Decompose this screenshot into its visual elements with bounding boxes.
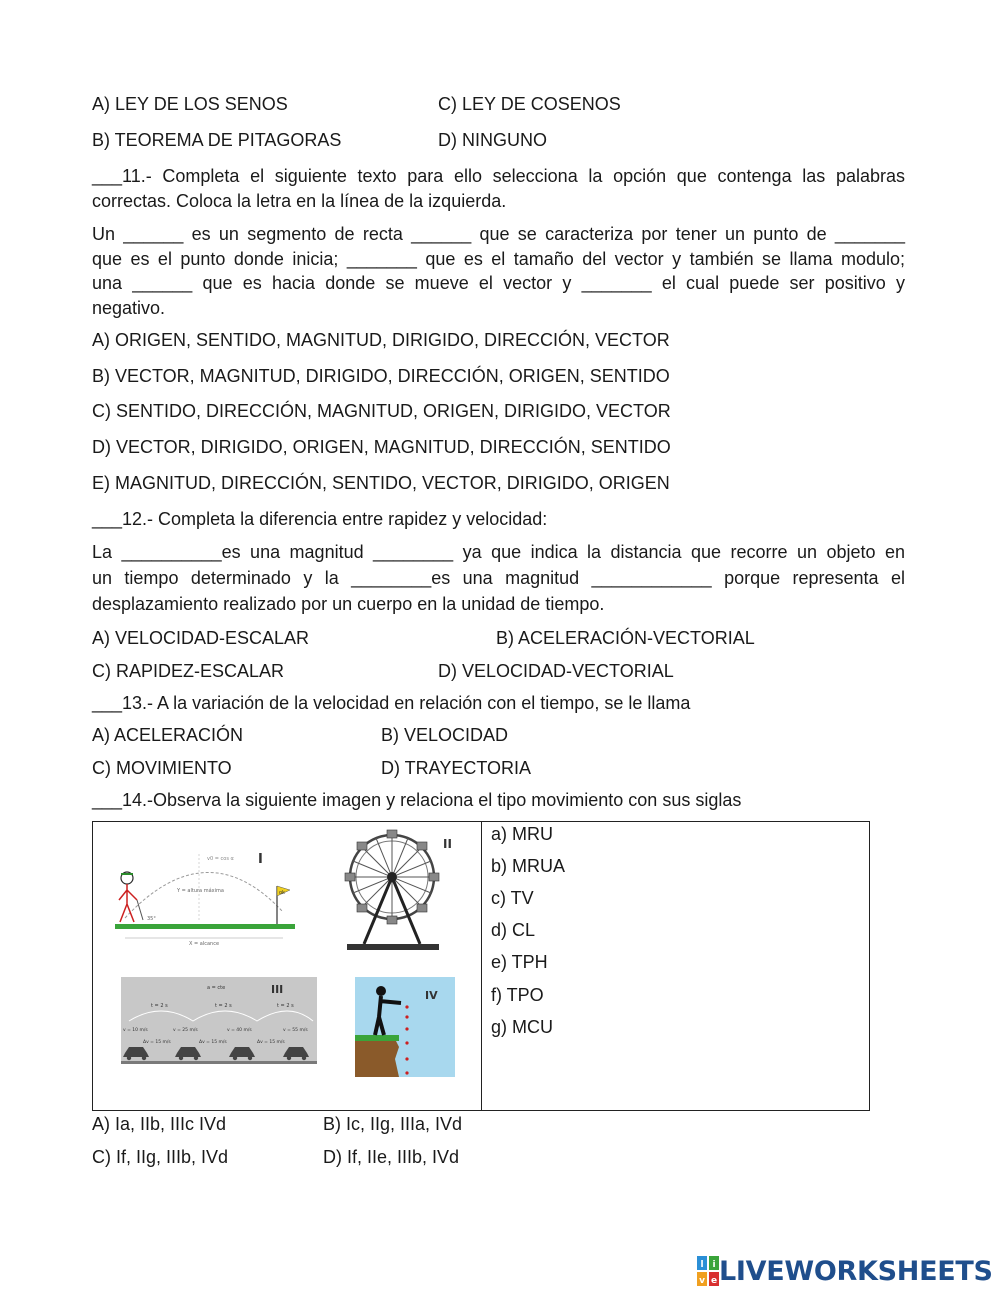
q11-option-e: E) MAGNITUD, DIRECCIÓN, SENTIDO, VECTOR, DIRIGIDO, ORIGEN bbox=[92, 473, 670, 493]
fig3-time-1: t = 2 s bbox=[151, 1003, 168, 1009]
fig4-cliff-rock bbox=[355, 1039, 399, 1077]
q11-text-line-1: Un ______ es un segmento de recta ______ que se caracteriza por tener un punto de _______ bbox=[92, 224, 905, 244]
logo-letter-3: v bbox=[699, 1276, 705, 1286]
logo-letter-1: l bbox=[700, 1260, 704, 1270]
fig3-road bbox=[121, 1061, 317, 1064]
fig1-bottom-text: X = alcance bbox=[189, 941, 220, 947]
q10-option-b: B) TEOREMA DE PITAGORAS bbox=[92, 130, 342, 150]
fig3-speed-2: v = 25 m/s bbox=[173, 1028, 198, 1033]
figure-3-label: III bbox=[271, 983, 284, 996]
q14-option-a: A) Ia, IIb, IIIc IVd bbox=[92, 1114, 227, 1134]
q11-prompt-line-2: correctas. Coloca la letra en la línea de la izquierda. bbox=[92, 190, 507, 211]
q11-text-line-4: negativo. bbox=[92, 297, 166, 318]
figure-1-projectile bbox=[107, 842, 297, 952]
fig3-top-text: a = cte bbox=[207, 985, 226, 991]
liveworksheets-logo-icon bbox=[697, 1256, 719, 1286]
logo-letter-4: e bbox=[710, 1276, 718, 1286]
q14-option-d: D) If, IIe, IIIb, IVd bbox=[323, 1147, 460, 1167]
q10-option-a: A) LEY DE LOS SENOS bbox=[92, 94, 288, 114]
q12-prompt: ___12.- Completa la diferencia entre rapidez y velocidad: bbox=[92, 509, 548, 529]
fig3-time-3: t = 2 s bbox=[277, 1003, 294, 1009]
sigla-d: d) CL bbox=[491, 920, 536, 940]
q12-text-line-1: La __________es una magnitud ________ ya que indica la distancia que recorre un objeto en bbox=[92, 542, 905, 562]
q14-prompt: ___14.-Observa la siguiente imagen y relaciona el tipo movimiento con sus siglas bbox=[92, 790, 742, 810]
q12-option-b: B) ACELERACIÓN-VECTORIAL bbox=[496, 628, 755, 648]
fig1-background bbox=[107, 842, 297, 952]
fig4-grass bbox=[355, 1035, 399, 1041]
sigla-c: c) TV bbox=[491, 888, 534, 908]
q11-prompt bbox=[92, 164, 905, 213]
q10-option-c: C) LEY DE COSENOS bbox=[438, 94, 621, 114]
q12-option-d: D) VELOCIDAD-VECTORIAL bbox=[438, 661, 674, 681]
figure-2-label: II bbox=[443, 837, 452, 851]
q14-option-b: B) Ic, IIg, IIIa, IVd bbox=[323, 1114, 463, 1134]
figure-4-cliff bbox=[355, 977, 455, 1077]
fig3-speed-4: v = 55 m/s bbox=[283, 1028, 308, 1033]
q11-prompt-line-1: ___11.- Completa el siguiente texto para ello selecciona la opción que contenga las palabras bbox=[92, 166, 905, 186]
liveworksheets-logo bbox=[697, 1254, 993, 1288]
q11-text bbox=[92, 222, 905, 320]
figure-1-label: I bbox=[258, 852, 263, 867]
q11-option-b: B) VECTOR, MAGNITUD, DIRIGIDO, DIRECCIÓN, ORIGEN, SENTIDO bbox=[92, 366, 670, 386]
q12-text bbox=[92, 539, 905, 617]
fig4-person-head bbox=[376, 986, 386, 996]
q11-text-line-3: una ______ que es hacia donde se mueve el vector y _______ el cual puede ser positivo y bbox=[92, 273, 905, 293]
q12-text-line-3: desplazamiento realizado por un cuerpo en la unidad de tiempo. bbox=[92, 594, 605, 614]
fig1-ground bbox=[115, 924, 295, 929]
fig1-mid-text: Y = altura máxima bbox=[177, 888, 224, 894]
q12-option-c: C) RAPIDEZ-ESCALAR bbox=[92, 661, 285, 681]
fig3-speed-3: v = 40 m/s bbox=[227, 1028, 252, 1033]
q11-option-d: D) VECTOR, DIRIGIDO, ORIGEN, MAGNITUD, DIRECCIÓN, SENTIDO bbox=[92, 437, 671, 457]
q12-option-a: A) VELOCIDAD-ESCALAR bbox=[92, 628, 310, 648]
fig3-time-2: t = 2 s bbox=[215, 1003, 232, 1009]
wheel-base bbox=[347, 944, 439, 950]
q10-option-d: D) NINGUNO bbox=[438, 130, 547, 150]
q14-option-c: C) If, IIg, IIIb, IVd bbox=[92, 1147, 229, 1167]
fig1-top-text: v0 = cos α bbox=[207, 856, 234, 862]
sigla-e: e) TPH bbox=[491, 952, 548, 972]
q12-text-line-2: un tiempo determinado y la ________es una magnitud ____________ porque representa el bbox=[92, 568, 905, 588]
fig3-speed-1: v = 10 m/s bbox=[123, 1028, 148, 1033]
q11-text-line-2: que es el punto donde inicia; _______ que es el tamaño del vector y también se llama modulo; bbox=[92, 248, 905, 269]
fig3-delta-1: Δv = 15 m/s bbox=[143, 1040, 171, 1045]
q13-option-a: A) ACELERACIÓN bbox=[92, 725, 244, 745]
sigla-f: f) TPO bbox=[491, 985, 544, 1005]
logo-letter-2: i bbox=[712, 1260, 716, 1270]
figure-2-ferris-wheel bbox=[339, 826, 459, 962]
sigla-a: a) MRU bbox=[491, 824, 553, 844]
figure-4-label: IV bbox=[425, 989, 438, 1002]
q11-option-a: A) ORIGEN, SENTIDO, MAGNITUD, DIRIGIDO, DIRECCIÓN, VECTOR bbox=[92, 330, 670, 350]
figure-3-cars bbox=[121, 977, 317, 1064]
fig1-angle-text: 35° bbox=[147, 916, 156, 922]
q13-option-d: D) TRAYECTORIA bbox=[381, 758, 532, 778]
q13-prompt: ___13.- A la variación de la velocidad en relación con el tiempo, se le llama bbox=[92, 693, 691, 713]
q11-option-c: C) SENTIDO, DIRECCIÓN, MAGNITUD, ORIGEN, DIRIGIDO, VECTOR bbox=[92, 401, 671, 421]
fig3-delta-2: Δv = 15 m/s bbox=[199, 1040, 227, 1045]
table-divider bbox=[481, 822, 482, 1110]
q13-option-c: C) MOVIMIENTO bbox=[92, 758, 232, 778]
q14-table bbox=[92, 821, 870, 1111]
fig3-delta-3: Δv = 15 m/s bbox=[257, 1040, 285, 1045]
q13-option-b: B) VELOCIDAD bbox=[381, 725, 509, 745]
sigla-g: g) MCU bbox=[491, 1017, 553, 1037]
sigla-b: b) MRUA bbox=[491, 856, 566, 876]
fig1-flag-text: ok bbox=[279, 890, 285, 896]
liveworksheets-brand-text: LIVEWORKSHEETS bbox=[719, 1255, 993, 1287]
